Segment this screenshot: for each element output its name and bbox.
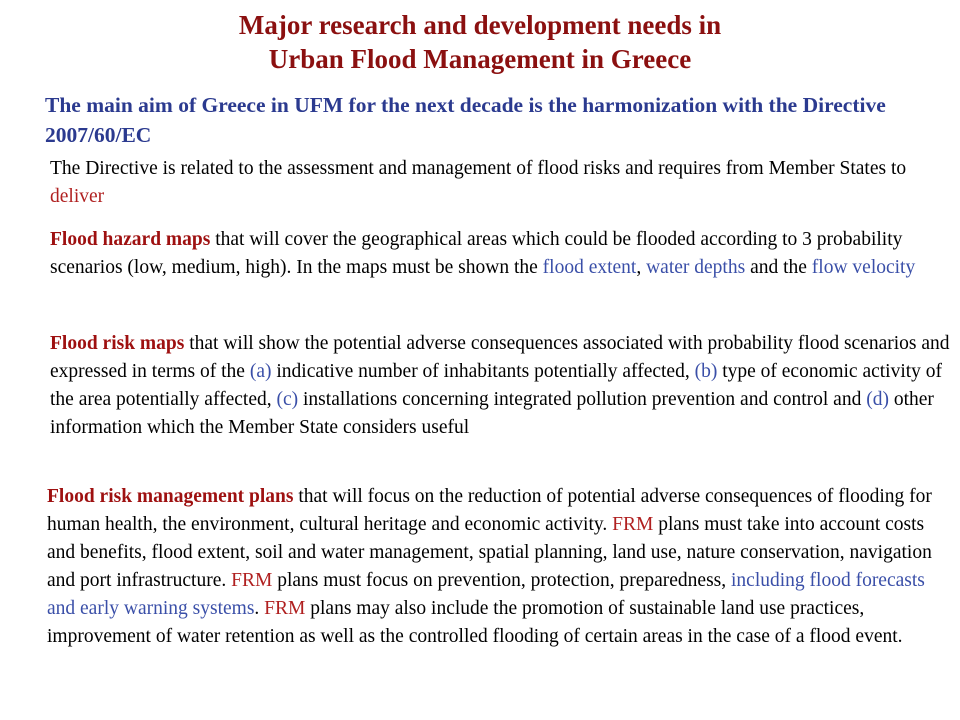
risk-text-5: other information which the Member State considers useful [50, 389, 934, 438]
water-depths-highlight: water depths [646, 257, 746, 278]
directive-intro-paragraph [50, 155, 955, 211]
item-b-marker: (b) [694, 361, 718, 382]
risk-text-4: installations concerning integrated pollution prevention and control and [298, 389, 867, 410]
plans-text-4: . [254, 598, 265, 619]
hazard-sep-1: , [636, 257, 647, 278]
risk-text-3: type of economic activity of the area potentially affected, [50, 361, 943, 410]
plans-text-1: that will focus on the reduction of potential adverse consequences of flooding for human health, the environment, cultural heritage and economic activity. [47, 486, 932, 535]
flood-risk-management-plans-paragraph [47, 483, 952, 651]
flood-risk-maps-heading: Flood risk maps [50, 333, 185, 354]
title-line-2: Urban Flood Management in Greece [268, 44, 692, 74]
hazard-sep-2: and the [745, 257, 812, 278]
flood-extent-highlight: flood extent [542, 257, 637, 278]
flow-velocity-highlight: flow velocity [811, 257, 916, 278]
flood-hazard-maps-paragraph [50, 226, 955, 282]
main-aim-statement: The main aim of Greece in UFM for the next decade is the harmonization with the Directive 2007/60/EC [45, 93, 886, 147]
flood-hazard-maps-heading: Flood hazard maps [50, 229, 211, 250]
risk-text-2: indicative number of inhabitants potentially affected, [271, 361, 695, 382]
item-c-marker: (c) [276, 389, 299, 410]
frm-highlight-3: FRM [264, 598, 306, 619]
plans-text-5: plans may also include the promotion of sustainable land use practices, improvement of water retention as well as the controlled flooding of certain areas in the case of a flood event. [47, 598, 903, 647]
intro-deliver-highlight: deliver [50, 186, 105, 207]
flood-risk-maps-paragraph [50, 330, 955, 442]
item-a-marker: (a) [249, 361, 272, 382]
frm-highlight-2: FRM [231, 570, 273, 591]
flood-risk-management-plans-heading: Flood risk management plans [47, 486, 294, 507]
slide-title [0, 8, 960, 76]
frm-highlight-1: FRM [612, 514, 654, 535]
plans-text-3: plans must focus on prevention, protection, preparedness, [272, 570, 731, 591]
item-d-marker: (d) [866, 389, 889, 410]
title-line-1: Major research and development needs in [238, 10, 722, 40]
intro-text: The Directive is related to the assessment and management of flood risks and requires from Member States to [50, 158, 907, 179]
hazard-text-1: that will cover the geographical areas which could be flooded according to 3 probability scenarios (low, medium, high). In the maps must be shown the [50, 229, 903, 278]
plans-text-2: plans must take into account costs and benefits, flood extent, soil and water management, spatial planning, land use, nature conservation, navigation and port infrastructure. [47, 514, 932, 591]
risk-text-1: that will show the potential adverse consequences associated with probability flood scenarios and expressed in terms of the [50, 333, 950, 382]
forecasts-warning-highlight: including flood forecasts and early warning systems [47, 570, 925, 619]
